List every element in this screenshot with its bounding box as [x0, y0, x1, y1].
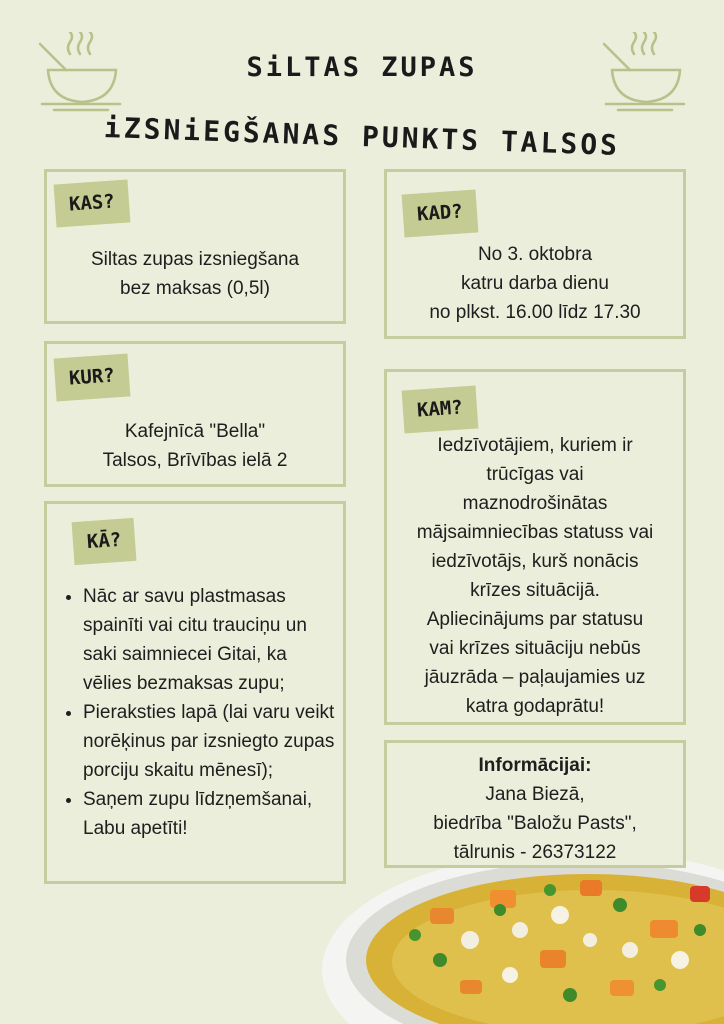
kur-card	[44, 341, 346, 487]
kas-text: Siltas zupas izsniegšana bez maksas (0,5l)	[90, 249, 300, 299]
kur-tag: KUR?	[54, 353, 131, 401]
list-item: • Nāc ar savu plastmasas spainīti vai citu trauciņu un saki saimniecei Gitai, ka vēlies bezmaksas zupu;	[83, 582, 335, 698]
info-heading: Informācijai:	[478, 755, 592, 776]
kam-card	[384, 369, 686, 725]
kad-card	[384, 169, 686, 339]
kad-text: No 3. oktobra katru darba dienu no plkst. 16.00 līdz 17.30	[429, 244, 641, 323]
ka-card	[44, 501, 346, 884]
list-item: • Saņem zupu līdzņemšanai, Labu apetīti!	[83, 785, 335, 843]
list-item: • Pieraksties lapā (lai varu veikt norēķinus par izsniegto zupas porciju skaitu mēnesī);	[83, 698, 335, 785]
instructions-list	[57, 582, 335, 843]
ka-tag: KĀ?	[72, 518, 137, 565]
kam-tag: KAM?	[402, 385, 479, 433]
page-title-line2: iZSNiEGŠANAS PUNKTS TALSOS	[103, 111, 621, 162]
kas-tag: KAS?	[54, 179, 131, 227]
info-card	[384, 740, 686, 868]
info-text: Informācijai: Jana Biezā, biedrība "Baložu Pasts", tālrunis - 26373122	[387, 751, 683, 867]
kam-text: Iedzīvotājiem, kuriem ir trūcīgas vai maznodrošinātas mājsaimniecības statuss vai iedzīvotājs, kurš nonācis krīzes situācijā. Apliecinājums par statusu vai krīzes situāciju nebūs jāuzrāda – paļaujamies uz katra godaprātu!	[416, 435, 654, 717]
kas-card	[44, 169, 346, 324]
page-title-line1: SiLTAS ZUPAS	[246, 52, 478, 83]
kad-tag: KAD?	[402, 189, 479, 237]
kur-text: Kafejnīcā "Bella" Talsos, Brīvības ielā 2	[102, 421, 288, 471]
